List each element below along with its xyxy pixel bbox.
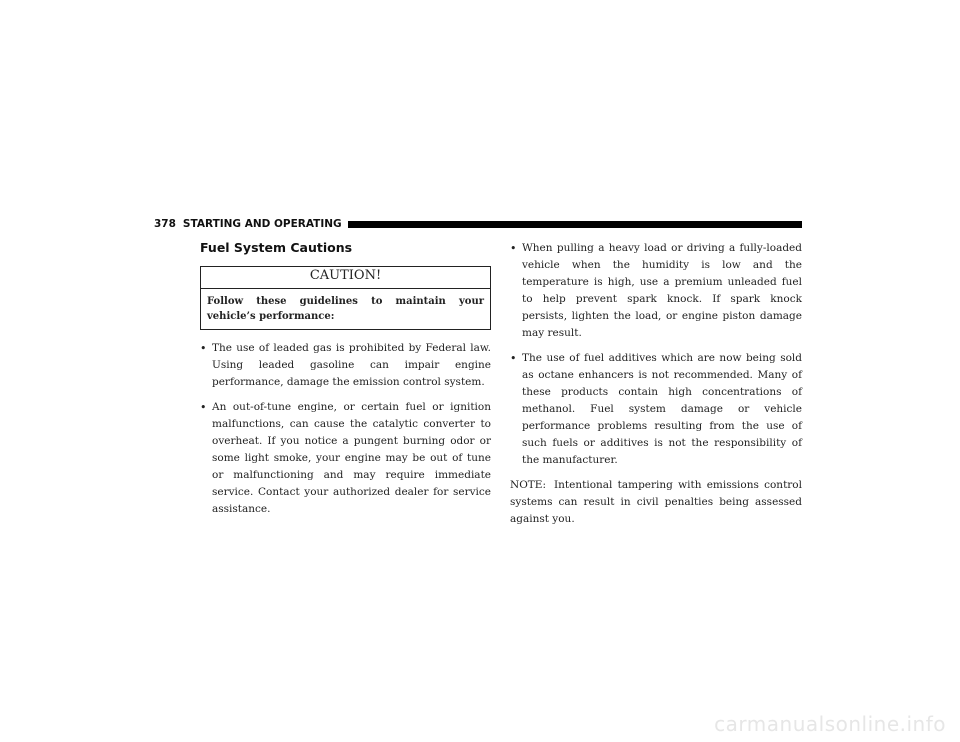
left-column	[200, 240, 491, 526]
list-item	[510, 350, 802, 469]
page-header	[154, 216, 802, 232]
bullet-text: The use of leaded gas is prohibited by Federal law. Using leaded gasoline can impair engine performance, damage the emission control system.	[212, 342, 491, 388]
note-text: Intentional tampering with emissions control systems can result in civil penalties being assessed against you.	[510, 479, 802, 525]
bullet-text: An out-of-tune engine, or certain fuel or ignition malfunctions, can cause the catalytic converter to overheat. If you notice a pungent burning odor or some light smoke, your engine may be out of tune or malfunctioning and may require immediate service. Contact your authorized dealer for service assistance.	[212, 401, 491, 515]
bullet-icon: •	[510, 352, 517, 365]
bullet-icon: •	[200, 342, 207, 355]
list-item	[200, 340, 491, 391]
section-title: Fuel System Cautions	[200, 240, 353, 255]
page-number: 378	[154, 218, 176, 230]
right-column	[510, 240, 802, 528]
bullet-icon: •	[200, 401, 207, 414]
watermark[interactable]: carmanualsonline.info	[714, 712, 946, 736]
bullet-icon: •	[510, 242, 517, 255]
caution-text: Follow these guidelines to maintain your vehicle’s performance:	[207, 296, 484, 322]
caution-title: CAUTION!	[201, 267, 490, 289]
chapter-title: STARTING AND OPERATING	[182, 218, 342, 230]
bullet-text: When pulling a heavy load or driving a fully-loaded vehicle when the humidity is low and the temperature is high, use a premium unleaded fuel to help prevent spark knock. If spark knock persists, lighten the load, or engine piston damage may result.	[522, 242, 802, 339]
list-item	[200, 399, 491, 518]
bullet-text: The use of fuel additives which are now being sold as octane enhancers is not recommended. Many of these products contain high concentrations of methanol. Fuel system damage or vehicle performance problems resulting from the use of such fuels or additives is not the responsibility of the manufacturer.	[522, 352, 802, 466]
note-paragraph	[510, 477, 802, 528]
caution-box	[200, 266, 491, 330]
note-label: NOTE:	[510, 479, 547, 491]
list-item	[510, 240, 802, 342]
header-rule	[348, 221, 802, 228]
